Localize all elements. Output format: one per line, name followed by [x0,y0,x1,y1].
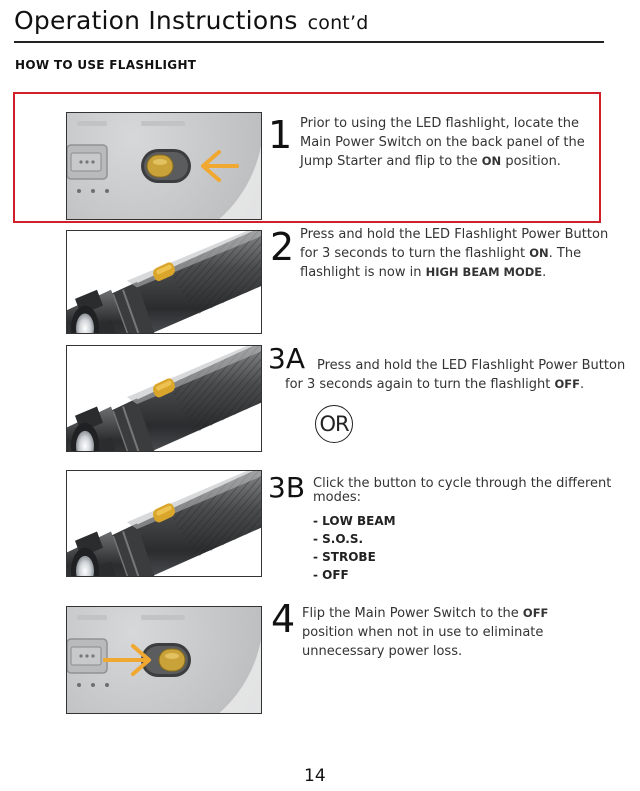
step-4-off: OFF [522,606,549,620]
step-1-number: 1 [268,113,293,157]
step-3a-text-b: . [579,377,585,392]
step-1-on: ON [481,154,502,168]
step-2-text [300,225,610,282]
modes-list [313,512,396,584]
flashlight-photo-step-3a [66,345,262,452]
step-2-text-b: . The flashlight is now in [300,246,582,280]
step-2-number: 2 [270,225,295,269]
step-3a-text-a: Press and hold the LED Flashlight Power Button for 3 seconds again to turn the flashlight [285,358,626,392]
step-3b-intro: Click the button to cycle through the different modes: [313,476,612,505]
step-1-text-b: position. [501,154,561,169]
mode-low-beam: - LOW BEAM [313,514,396,528]
step-4-text-b: position when not in use to eliminate unnecessary power loss. [302,625,544,659]
step-3b-number: 3B [268,471,306,504]
mode-strobe: - STROBE [313,550,376,564]
step-2-text-c: . [542,265,547,280]
step-2-on: ON [529,246,549,260]
title-text: Operation Instructions [14,6,298,35]
page-number: 14 [304,766,326,786]
step-1-text-a: Prior to using the LED flashlight, locate the Main Power Switch on the back panel of the Jump Starter and flip to the [300,116,585,169]
page-title [14,6,368,35]
or-badge: OR [315,405,353,443]
flashlight-photo-step-3b [66,470,262,577]
section-heading: HOW TO USE FLASHLIGHT [15,58,197,72]
step-2-high-beam: HIGH BEAM MODE [425,265,543,279]
step-1-text [300,114,590,171]
step-4-number: 4 [271,597,296,641]
power-switch-on-photo [66,112,262,220]
step-2-text-a: Press and hold the LED Flashlight Power Button for 3 seconds to turn the flashlight [300,227,609,261]
step-4-text [302,604,567,661]
mode-off: - OFF [313,568,349,582]
step-4-text-a: Flip the Main Power Switch to the [302,606,523,621]
power-switch-off-photo [66,606,262,714]
mode-sos: - S.O.S. [313,532,364,546]
step-3a-off: OFF [554,377,580,391]
title-suffix: cont’d [307,12,369,34]
title-rule [14,41,604,43]
step-3a-text [285,356,635,394]
flashlight-photo-step-2 [66,230,262,334]
step-3a-number: 3A [268,342,305,375]
